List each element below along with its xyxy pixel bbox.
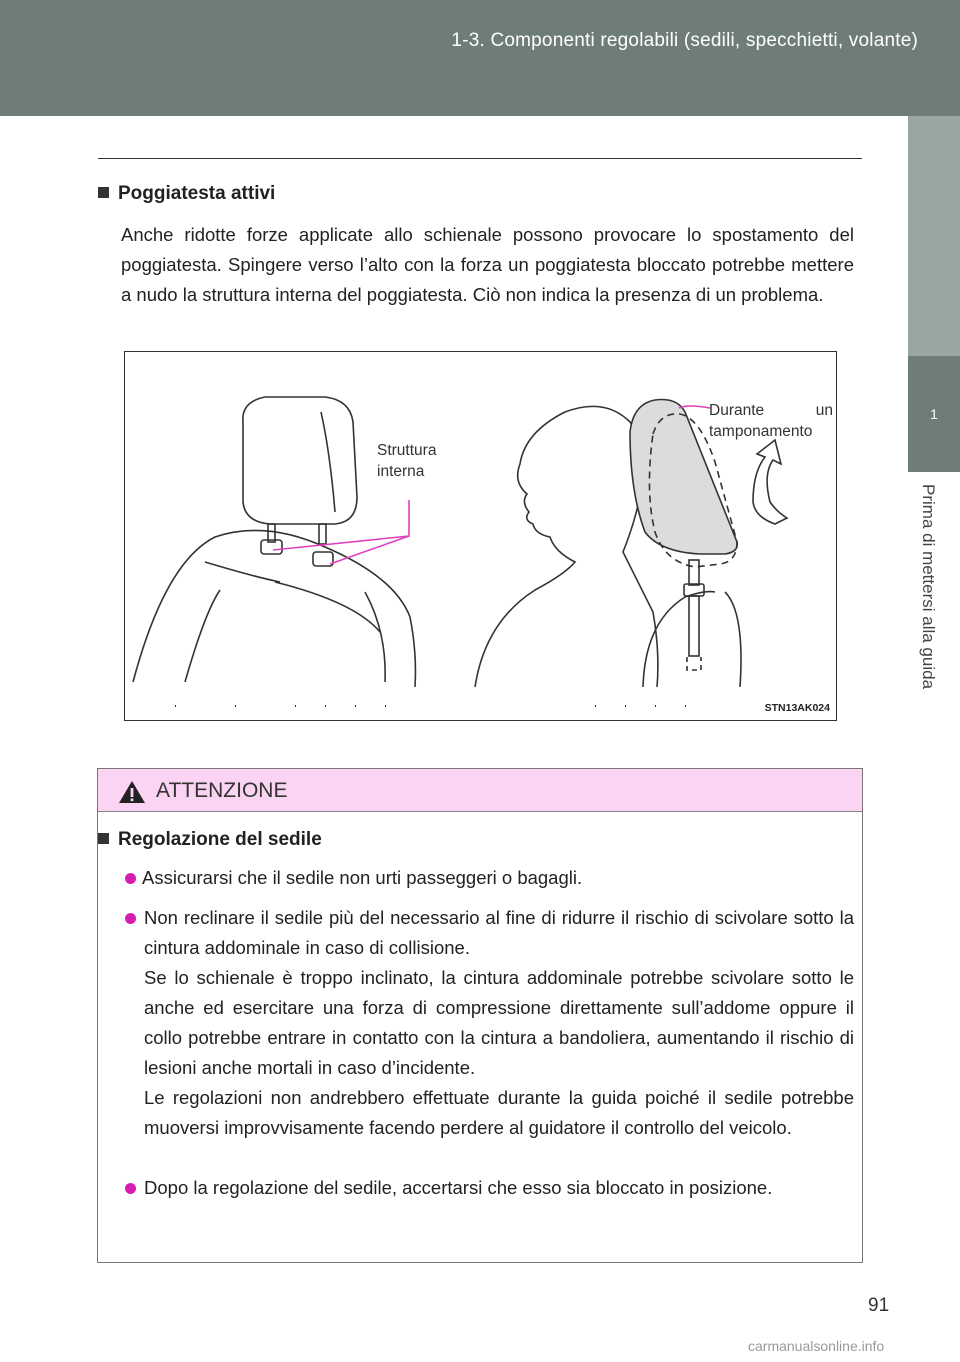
- warning-title: ATTENZIONE: [156, 779, 288, 802]
- label-durante-line1: [709, 400, 833, 421]
- section-heading-text: Poggiatesta attivi: [118, 183, 276, 204]
- label-un-word: un: [815, 402, 833, 419]
- figure-code: STN13AK024: [764, 702, 830, 714]
- section-title: 1-3. Componenti regolabili (sedili, specchietti, volante): [451, 30, 918, 51]
- square-bullet-icon: [98, 187, 109, 198]
- warning-bullet-1-text: Assicurarsi che il sedile non urti passeggeri o bagagli.: [142, 867, 583, 888]
- chapter-title: Prima di mettersi alla guida: [919, 484, 938, 690]
- chapter-side-tab: [908, 116, 960, 1362]
- section-paragraph: Anche ridotte forze applicate allo schienale possono provocare lo spostamento del poggiatesta. Spingere verso l’alto con la forza un poggiatesta bloccato potrebbe mettere a nudo la struttura interna del poggiatesta. Ciò non indica la presenza di un problema.: [121, 224, 854, 305]
- label-struttura-interna: [377, 440, 436, 482]
- label-struttura-line2: interna: [377, 463, 425, 480]
- warning-bullet-2-extra-2: Le regolazioni non andrebbero effettuate durante la guida poiché il sedile potrebbe muoversi improvvisamente facendo perdere al guidatore il controllo del veicolo.: [144, 1087, 854, 1138]
- warning-box: [97, 768, 863, 1263]
- top-divider: [98, 158, 862, 159]
- warning-bullet-3: [144, 1173, 854, 1203]
- label-durante-line2: tamponamento: [709, 423, 813, 440]
- bullet-dot-icon: [125, 913, 136, 924]
- header-band: [0, 0, 960, 116]
- headrest-illustration: [124, 351, 837, 721]
- chapter-number: 1: [908, 356, 960, 472]
- page-number: 91: [868, 1295, 890, 1316]
- warning-bullet-3-text: Dopo la regolazione del sedile, accertarsi che esso sia bloccato in posizione.: [144, 1177, 773, 1198]
- warning-heading: [98, 829, 322, 851]
- warning-header: [98, 769, 862, 812]
- label-durante-word: Durante: [709, 402, 765, 419]
- watermark: carmanualsonline.info: [748, 1338, 885, 1354]
- warning-bullet-2-extra-1: Se lo schienale è troppo inclinato, la cintura addominale potrebbe scivolare sotto le anche ed esercitare una forza di compressione direttamente sull’addome oppure il collo potrebbe entrare in contatto con la cintura a bandoliera, aumentando il rischio di lesioni anche mortali in caso d’incidente.: [144, 967, 854, 1078]
- label-struttura-line1: Struttura: [377, 442, 437, 459]
- warning-triangle-icon: [118, 780, 146, 804]
- warning-bullet-2: [144, 903, 854, 1143]
- square-bullet-icon: [98, 833, 109, 844]
- label-durante-tamponamento: [709, 400, 833, 442]
- warning-bullet-1: [142, 863, 854, 893]
- bullet-dot-icon: [125, 873, 136, 884]
- warning-bullet-2-text: Non reclinare il sedile più del necessario al fine di ridurre il rischio di scivolare sotto la cintura addominale in caso di collisione.: [144, 907, 854, 958]
- warning-heading-text: Regolazione del sedile: [118, 829, 322, 850]
- section-heading: [98, 183, 275, 205]
- side-tab-top: [908, 116, 960, 356]
- bullet-dot-icon: [125, 1183, 136, 1194]
